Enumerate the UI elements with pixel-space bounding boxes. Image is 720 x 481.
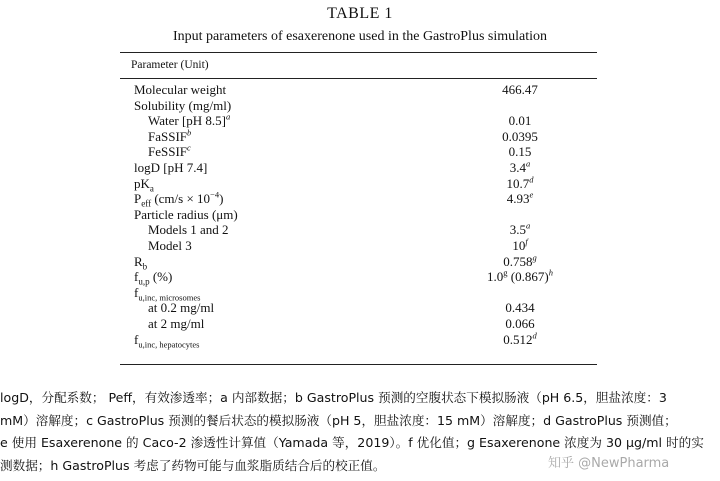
row-label: FeSSIF$^c$: [148, 143, 191, 160]
table-top-rule: [120, 52, 597, 53]
row-value: 10.7$^d$: [506, 174, 534, 191]
row-label: logD [pH 7.4]: [134, 159, 208, 175]
footnote-line: 测数据；h GastroPlus 考虑了药物可能与血浆脂质结合后的校正值。: [0, 457, 386, 473]
row-label: Solubility (mg/ml): [134, 97, 232, 113]
row-value: 0.512$^d$: [503, 330, 537, 347]
row-value: 0.0395: [502, 128, 538, 144]
table-row: [120, 207, 597, 223]
row-value: 0.434: [505, 300, 535, 316]
row-value: 10$^f$: [512, 236, 528, 253]
row-value: 466.47: [502, 82, 538, 97]
table-number: TABLE 1: [327, 5, 393, 22]
table-row: [120, 222, 597, 238]
watermark: 知乎 @NewPharma: [548, 456, 670, 471]
table-caption: [0, 4, 720, 47]
table-row: [120, 316, 597, 332]
footnote-line: mM）溶解度；c GastroPlus 预测的餐后状态的模拟肠液（pH 5，胆盐浓度：15 mM）溶解度；d GastroPlus 预测值；: [0, 412, 677, 428]
row-label: Particle radius (μm): [134, 206, 238, 222]
row-value: 3.5$^a$: [509, 221, 531, 238]
table-row: [120, 129, 597, 145]
table-row: [120, 160, 597, 176]
table-title: Input parameters of esaxerenone used in the GastroPlus simulation: [172, 29, 547, 44]
row-label: $R_b$: [134, 253, 148, 272]
row-label: at 2 mg/ml: [148, 315, 205, 331]
table-row: [120, 269, 597, 285]
table-row: [120, 254, 597, 270]
row-label: $pK_a$: [134, 175, 154, 194]
table-row: [120, 113, 597, 129]
table-row: [120, 300, 597, 316]
row-value: 4.93e: [506, 189, 534, 207]
column-header-parameter: Parameter (Unit): [131, 59, 209, 71]
row-label: $f_{u,inc, microsomes}$: [134, 284, 201, 303]
footnote-line: logD，分配系数； Peff，有效渗透率；a 内部数据；b GastroPlus 预测的空腹状态下模拟肠液（pH 6.5，胆盐浓度：3: [0, 390, 667, 405]
row-label: Molecular weight: [134, 82, 227, 97]
table-row: [120, 285, 597, 301]
table-row: [120, 82, 597, 98]
table-body: [120, 82, 597, 350]
row-label: Water [pH 8.5]$^a$: [148, 111, 231, 129]
row-label: Model 3: [148, 237, 192, 253]
table-header-rule: [120, 78, 597, 79]
row-value: 0.758$^g$: [503, 252, 537, 269]
row-value: 1.0$^g$ $(0.867)^h$: [487, 267, 553, 285]
row-label: $f_{u,inc, hepatocytes}$: [134, 331, 200, 350]
footnote-line: e 使用 Esaxerenone 的 Caco-2 渗透性计算值（Yamada 等，2019）。f 优化值；g Esaxerenone 浓度为 30 μg/ml 时的实: [0, 435, 704, 450]
row-label: $f_{u,p}$ (%): [134, 269, 173, 287]
row-label: Models 1 and 2: [148, 222, 229, 238]
table-bottom-rule: [120, 364, 597, 365]
row-value: 0.15: [508, 144, 532, 160]
row-value: 0.01: [508, 113, 532, 129]
table-row: [120, 176, 597, 192]
table-row: [120, 332, 597, 348]
table-row: [120, 191, 597, 207]
row-label: at 0.2 mg/ml: [148, 300, 215, 316]
row-value: 3.4$^a$: [509, 158, 531, 175]
table-row: [120, 144, 597, 160]
row-label: FaSSIF$^b$: [148, 127, 192, 144]
row-label: $P_{eff}$ $(cm/s \times 10^{-4})$: [134, 189, 224, 209]
row-value: 0.066: [505, 315, 535, 331]
table-row: [120, 238, 597, 254]
table-row: [120, 98, 597, 114]
